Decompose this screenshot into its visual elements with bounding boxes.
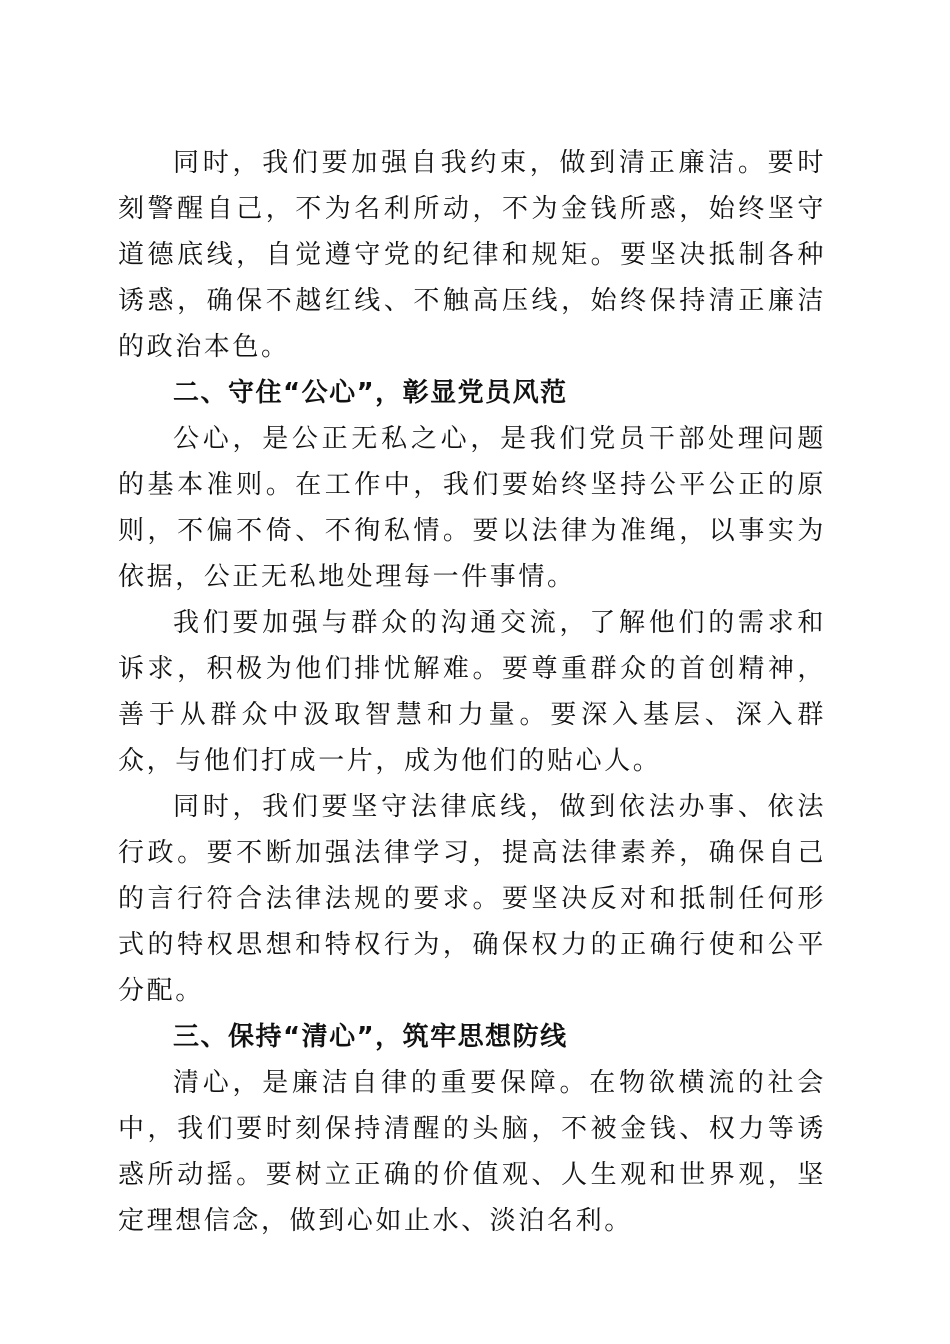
paragraph-self-discipline: 同时，我们要加强自我约束，做到清正廉洁。要时刻警醒自己，不为名利所动，不为金钱所惑，始终坚守道德底线，自觉遵守党的纪律和规矩。要坚决抵制各种诱惑，确保不越红线、不触高压线，始终保持清正廉洁的政治本色。 (118, 148, 826, 362)
paragraph-clear-heart: 清心，是廉洁自律的重要保障。在物欲横流的社会中，我们要时刻保持清醒的头脑，不被金钱、权力等诱惑所动摇。要树立正确的价值观、人生观和世界观，坚定理想信念，做到心如止水、淡泊名利。 (118, 1068, 826, 1236)
document-body (118, 140, 826, 1244)
section-heading-3: 三、保持“清心”，筑牢思想防线 (173, 1022, 568, 1052)
section-heading-2: 二、守住“公心”，彰显党员风范 (173, 378, 568, 408)
paragraph-masses: 我们要加强与群众的沟通交流，了解他们的需求和诉求，积极为他们排忧解难。要尊重群众的首创精神，善于从群众中汲取智慧和力量。要深入基层、深入群众，与他们打成一片，成为他们的贴心人。 (118, 608, 826, 776)
paragraph-public-heart: 公心，是公正无私之心，是我们党员干部处理问题的基本准则。在工作中，我们要始终坚持公平公正的原则，不偏不倚、不徇私情。要以法律为准绳，以事实为依据，公正无私地处理每一件事情。 (118, 424, 826, 592)
paragraph-law: 同时，我们要坚守法律底线，做到依法办事、依法行政。要不断加强法律学习，提高法律素养，确保自己的言行符合法律法规的要求。要坚决反对和抵制任何形式的特权思想和特权行为，确保权力的正确行使和公平分配。 (118, 792, 826, 1006)
